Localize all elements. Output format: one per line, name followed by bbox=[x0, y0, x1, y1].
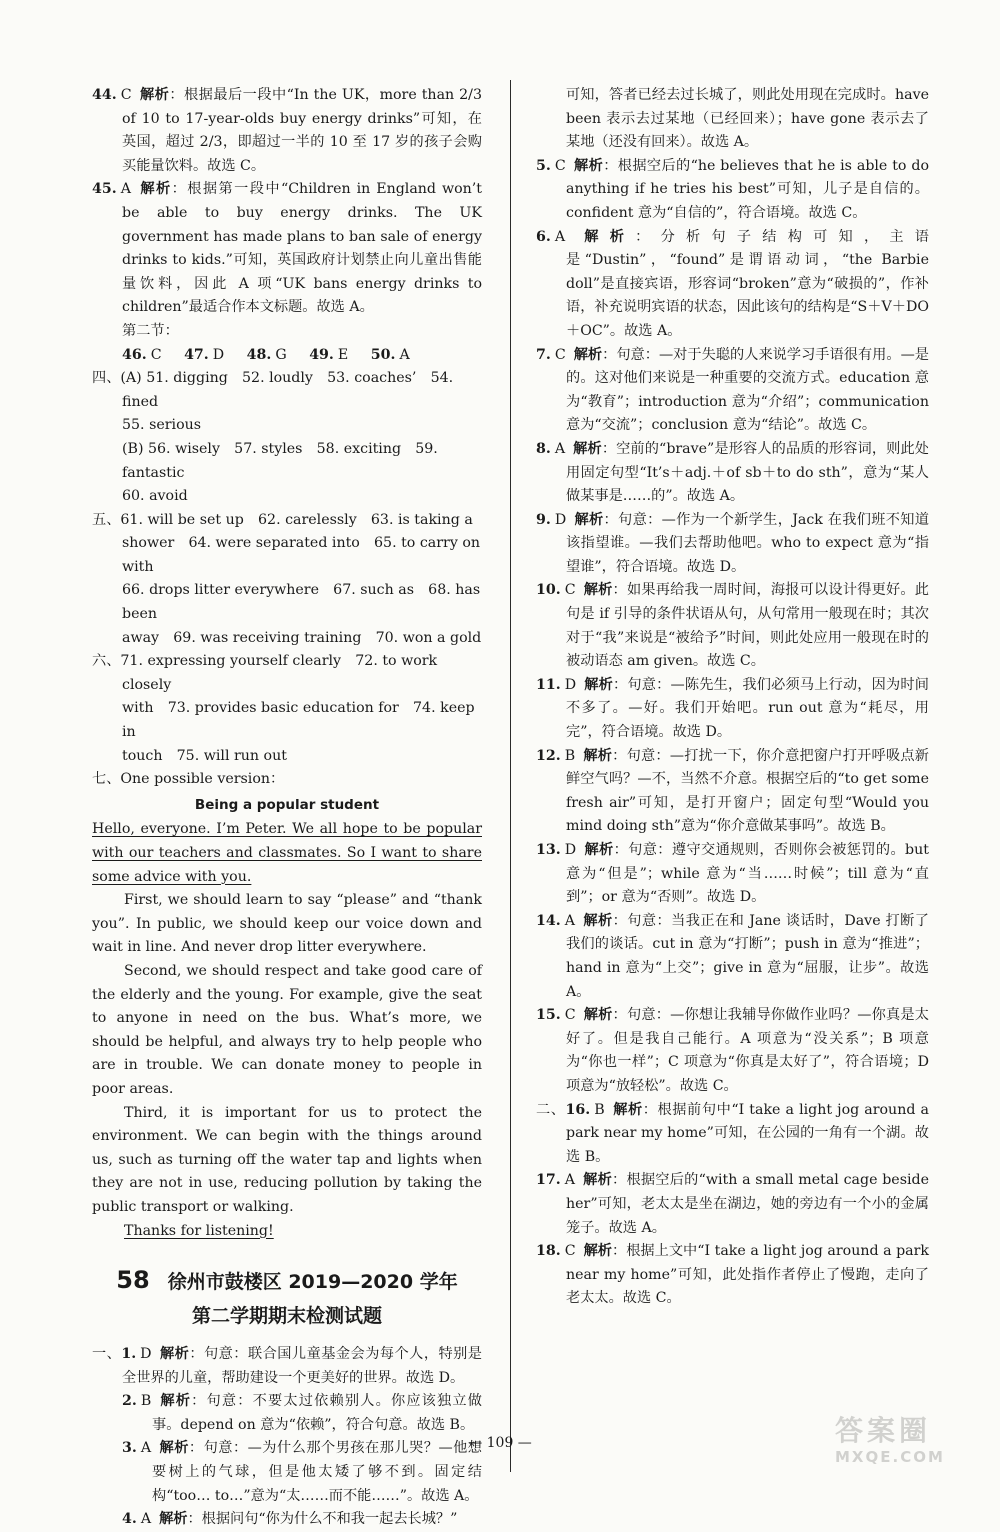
answer-5: 5. C 解析：根据空后的“he believes that he is able to do anything if he tries his best”可知，儿子是自信的。confident 意为“自信的”，符合语境。故选 C。 bbox=[536, 157, 929, 221]
answer-7: 7. C 解析：句意：—对于失聪的人来说学习手语很有用。—是的。这对他们来说是一种重要的交流方式。education 意为“教育”；introduction 意为“介绍”；communication 意为“交流”；conclusion 意为“结论”。故选 C。 bbox=[536, 346, 929, 434]
watermark-logo: 答案圈 MXQE.COM bbox=[835, 1414, 945, 1466]
item-analysis-label: 解析 bbox=[139, 87, 170, 103]
part-4: 四、(A) 51. digging 52. loudly 53. coaches’ 54. fined bbox=[92, 370, 454, 410]
chapter-title-line-2: 第二学期期末检测试题 bbox=[191, 1305, 382, 1328]
answer-44 bbox=[92, 84, 482, 178]
answer-9: 9. D 解析：句意：—作为一个新学生，Jack 在我们班不知道该指望谁。—我们去帮助他吧。who to expect 意为“指望谁”，符合语境。故选 D。 bbox=[536, 511, 929, 575]
item-explanation: ：根据最后一段中“In the UK，more than 2/3 of 10 to 17-year-olds buy energy drinks”可知，在英国，超过 2/3，即超过一半的 10 至 17 岁的孩子会购买能量饮料。故选 C。 bbox=[122, 87, 482, 174]
right-column bbox=[536, 84, 929, 1311]
essay-closing: Thanks for listening! bbox=[124, 1222, 274, 1239]
part-5-line: shower 64. were separated into 65. to carry on with bbox=[122, 535, 481, 575]
chapter-heading bbox=[92, 1263, 482, 1333]
answer-18: 18. C 解析：根据上文中“I take a light jog around a park near my home”可知，此处指作者停止了慢跑，走向了老太太。故选 C。 bbox=[536, 1243, 929, 1307]
part-4-b-line: 60. avoid bbox=[122, 488, 188, 505]
item-answer: C bbox=[120, 87, 132, 103]
answer-16: 二、16. B 解析：根据前句中“I take a light jog around a park near my home”可知，在公园的一角有一个湖。故选 B。 bbox=[536, 1101, 929, 1165]
part-6: 六、71. expressing yourself clearly 72. to work closely bbox=[92, 653, 438, 693]
item-number: 44. bbox=[92, 87, 117, 103]
essay-title: Being a popular student bbox=[194, 796, 380, 813]
part-5-line: away 69. was receiving training 70. won a gold bbox=[122, 629, 482, 646]
answer-6: 6. A 解析：分析句子结构可知，主语是“Dustin”，“found”是谓语动词，“the Barbie doll”是直接宾语，形容词“broken”意为“破损的”，作补语，补充说明宾语的状态，因此该句的结构是“S＋V＋DO＋OC”。故选 A。 bbox=[536, 228, 929, 339]
answer-14: 14. A 解析：句意：当我正在和 Jane 谈话时，Dave 打断了我们的谈话。cut in 意为“打断”；push in 意为“推进”；hand in 意为“上交”；give in 意为“屈服，让步”。故选 A。 bbox=[536, 912, 929, 1000]
part-6-line: touch 75. will run out bbox=[122, 747, 287, 764]
answer-1: 一、1. D 解析：句意：联合国儿童基金会为每个人，特别是全世界的儿童，帮助建设一个更美好的世界。故选 D。 bbox=[92, 1346, 482, 1386]
answer-8: 8. A 解析：空前的“brave”是形容人的品质的形容词，则此处用固定句型“It’s＋adj.＋of sb＋to do sth”，意为“某人做某事是……的”。故选 A。 bbox=[536, 440, 929, 505]
part-5: 五、61. will be set up 62. carelessly 63. is taking a bbox=[92, 511, 473, 528]
item-explanation: ：根据第一段中“Children in England won’t be able to buy energy drinks. The UK government has made plans to ban sale of energy drinks to kids.”可知，英国政府计划禁止向儿童出售能量饮料，因此 A 项“UK bans energy drinks to children”最适合作本文标题。故选 A。 bbox=[122, 181, 482, 316]
part-4-a-line: (A) 51. digging 52. loudly 53. coaches’ 54. fined bbox=[120, 370, 454, 410]
answer-4-continued: 可知，答者已经去过长城了，则此处用现在完成时。have been 表示去过某地（已经回来）；have gone 表示去了某地（还没有回来）。故选 A。 bbox=[566, 87, 929, 151]
answer-45 bbox=[92, 178, 482, 320]
essay-paragraph-2: Second, we should respect and take good care of the elderly and the young. For example, give the seat to anyone in need on the bus. What’s more, we should be helpful, and always try to help people who are in trouble. We can donate money to people in poor areas. bbox=[92, 962, 482, 1097]
section-2-label: 第二节： bbox=[122, 322, 179, 339]
part-7: 七、One possible version： bbox=[92, 771, 285, 788]
essay-paragraph-1: First, we should learn to say “please” and “thank you”. In public, we should keep our voice down and wait in line. And never drop litter everywhere. bbox=[92, 892, 482, 956]
answer-3: 3. A 解析：句意：—为什么那个男孩在那儿哭？—他想要树上的气球，但是他太矮了够不到。固定结构“too… to…”意为“太……而不能……”。故选 A。 bbox=[122, 1440, 482, 1504]
answer-17: 17. A 解析：根据空后的“with a small metal cage beside her”可知，老太太是坐在湖边，她的旁边有一个小的金属笼子。故选 A。 bbox=[536, 1172, 929, 1236]
part-6-line: with 73. provides basic education for 74. keep in bbox=[122, 700, 475, 741]
answer-12: 12. B 解析：句意：—打扰一下，你介意把窗户打开呼吸点新鲜空气吗？—不，当然不介意。根据空后的“to get some fresh air”可知，是打开窗户；固定句型“Would you mind doing sth”意为“你介意做某事吗”。故选 B。 bbox=[536, 747, 929, 835]
item-number: 45. bbox=[92, 181, 117, 198]
left-column bbox=[92, 84, 482, 1532]
answer-10: 10. C 解析：如果再给我一周时间，海报可以设计得更好。此句是 if 引导的条件状语从句，从句常用一般现在时；其次对于“我”来说是“被给予”时间，则此处应用一般现在时的被动语态 am given。故选 C。 bbox=[536, 582, 929, 670]
answer-2: 2. B 解析：句意：不要太过依赖别人。你应该独立做事。depend on 意为“依赖”，符合句意。故选 B。 bbox=[122, 1393, 482, 1433]
column-divider bbox=[510, 80, 511, 1472]
item-analysis-label: 解析 bbox=[138, 181, 172, 198]
chapter-number: 58 bbox=[116, 1266, 150, 1295]
answer-4: 4. A 解析：根据问句“你为什么不和我一起去长城？” bbox=[122, 1511, 458, 1528]
answer-15: 15. C 解析：句意：—你想让我辅导你做作业吗？—你真是太好了。但是我自己能行。A 项意为“没关系”；B 项意为“你也一样”；C 项意为“你真是太好了”，符合语境；D 项意为“放轻松”。故选 C。 bbox=[536, 1007, 929, 1094]
section-2-answers: 46. C 47. D 48. G 49. E 50. A bbox=[122, 346, 410, 363]
page-number: — 109 — bbox=[468, 1435, 532, 1451]
essay-intro: Hello, everyone. I’m Peter. We all hope to be popular with our teachers and classmates. So I want to share some advice with you. bbox=[92, 821, 482, 885]
part-4-a-line: 55. serious bbox=[122, 417, 202, 434]
item-answer: A bbox=[120, 181, 131, 198]
part-5-line: 66. drops litter everywhere 67. such as 68. has been bbox=[122, 582, 481, 623]
part-4-b-line: (B) 56. wisely 57. styles 58. exciting 59. fantastic bbox=[122, 440, 438, 481]
answer-11: 11. D 解析：句意：—陈先生，我们必须马上行动，因为时间不多了。—好。我们开始吧。run out 意为“耗尽，用完”，符合语境。故选 D。 bbox=[536, 676, 929, 741]
chapter-title-line-1: 徐州市鼓楼区 2019—2020 学年 bbox=[167, 1271, 458, 1294]
part-2-label: 二、 bbox=[536, 1101, 566, 1118]
essay-paragraph-3: Third, it is important for us to protect the environment. We can begin with the things around us, such as turning off the water tap and lights when they are not in use, reducing pollution by taking the public transport or walking. bbox=[92, 1104, 482, 1215]
answer-13: 13. D 解析：句意：遵守交通规则，否则你会被惩罚的。but 意为“但是”；while 意为“当……时候”；till 意为“直到”；or 意为“否则”。故选 D。 bbox=[536, 842, 929, 906]
